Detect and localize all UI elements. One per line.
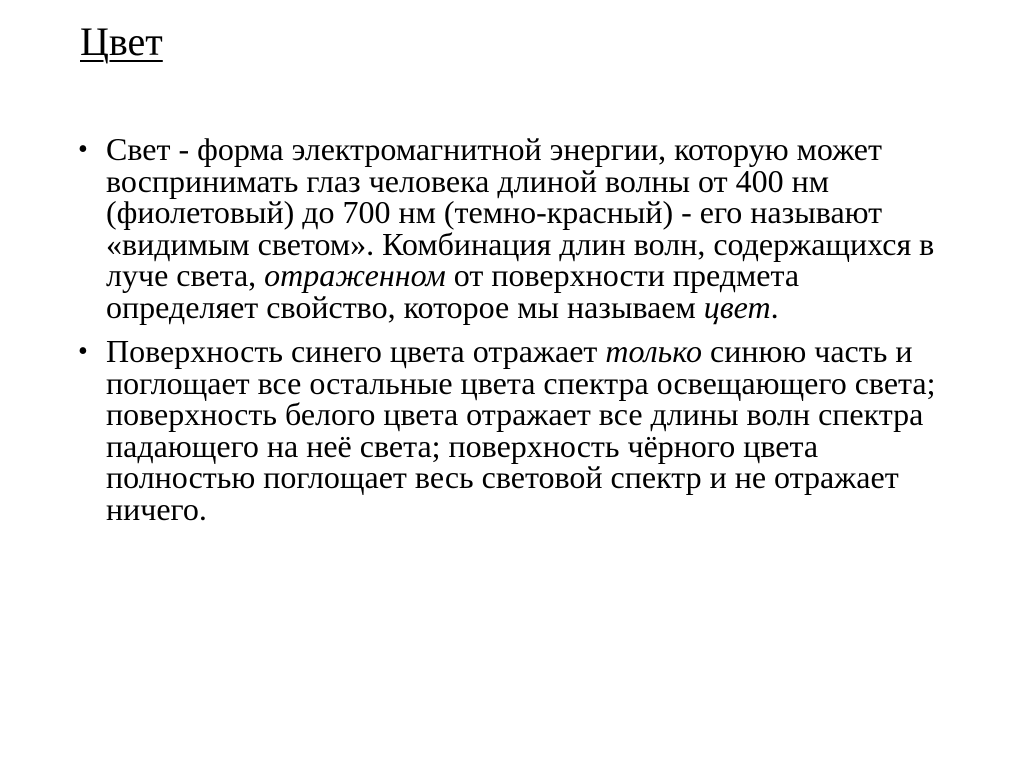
bullet-item bbox=[78, 333, 958, 527]
slide-title: Цвет bbox=[80, 19, 163, 64]
bullet-text-part: синюю часть и поглощает все остальные цвета спектра освещающего света; поверхность белого цвета отражает все длины волн спектра падающего на неё света; поверхность чёрного цвета полностью поглощает весь световой спектр и не отражает ничего. bbox=[106, 333, 936, 527]
bullet-text-emphasis: отраженном bbox=[264, 257, 446, 293]
bullet-text-part: Поверхность синего цвета отражает bbox=[106, 333, 606, 369]
bullet-text-emphasis: цвет bbox=[703, 288, 771, 325]
bullet-marker: • bbox=[78, 336, 88, 367]
bullet-text bbox=[106, 131, 934, 325]
bullet-text-part: Свет - форма электромагнитной энергии, которую может воспринимать глаз человека длиной волны от 400 нм (фиолетовый) до 700 нм (темно-красный) - его называют «видимым светом». Комбинация длин волн, содержащихся в луче света, bbox=[106, 131, 935, 293]
bullet-text-part: от поверхности предмета определяет свойство, которое мы называем bbox=[106, 257, 800, 325]
bullet-text bbox=[106, 333, 936, 527]
bullet-text-emphasis: только bbox=[605, 333, 702, 369]
bullet-marker: • bbox=[78, 134, 88, 165]
bullet-list bbox=[78, 131, 958, 538]
bullet-text-part: . bbox=[770, 288, 779, 325]
bullet-item bbox=[78, 131, 958, 325]
